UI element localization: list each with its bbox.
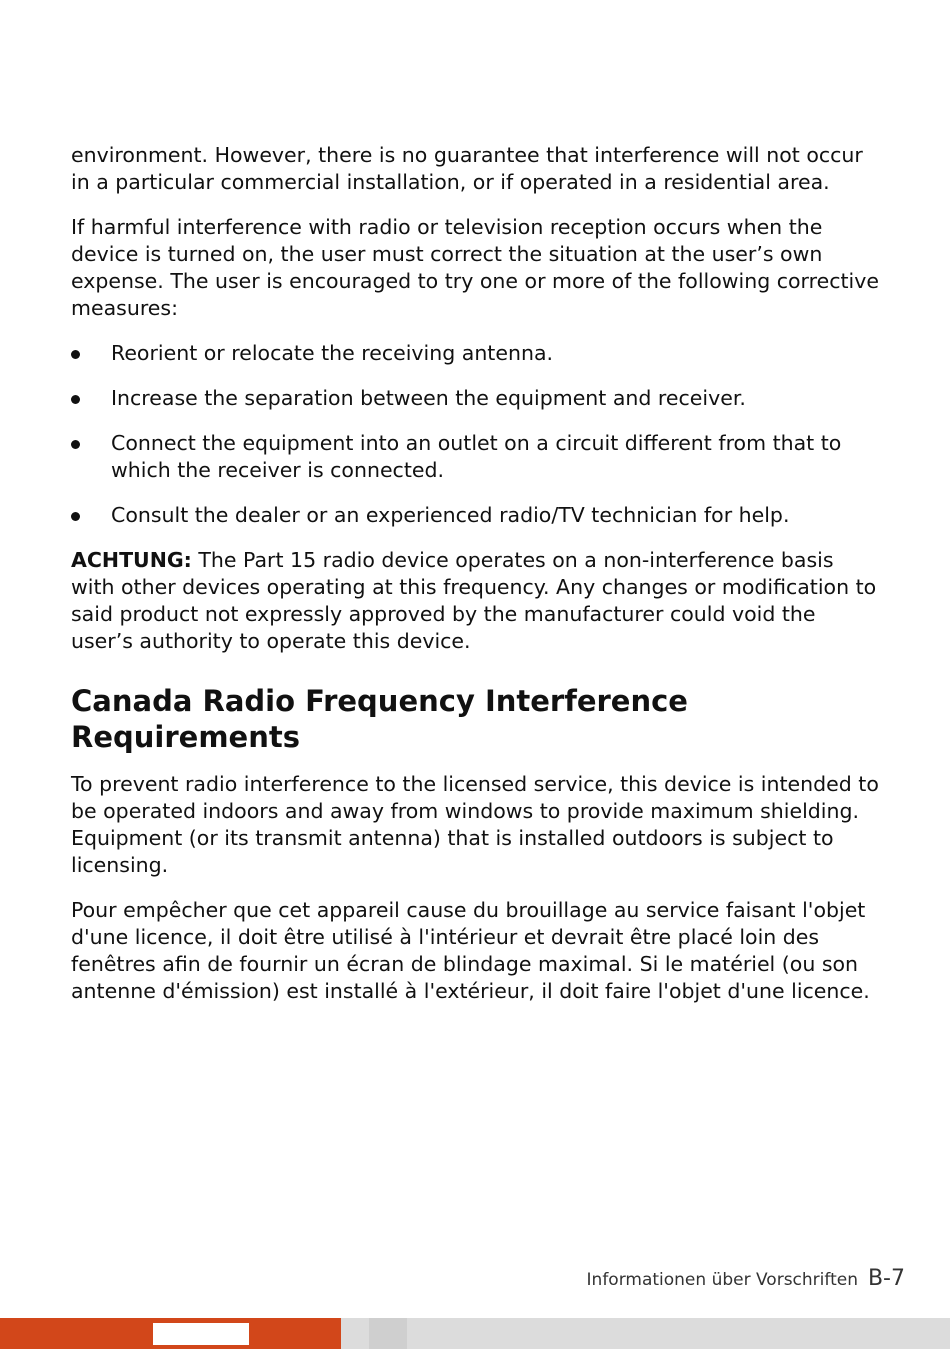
achtung-label: ACHTUNG: — [71, 548, 192, 572]
document-body — [71, 142, 883, 1023]
bullet-icon — [71, 512, 80, 521]
list-item — [71, 430, 883, 484]
list-item-text: Connect the equipment into an outlet on a circuit different from that to which the receiver is connected. — [111, 431, 842, 482]
list-item — [71, 340, 883, 367]
footer-section-title: Informationen über Vorschriften — [586, 1270, 858, 1290]
list-item — [71, 502, 883, 529]
achtung-text: The Part 15 radio device operates on a non-interference basis with other devices operating at this frequency. Any changes or modification to said product not expressly approved by the manufacturer could void the user’s authority to operate this device. — [71, 548, 877, 653]
bottom-color-bar — [0, 1318, 950, 1349]
bullet-icon — [71, 395, 80, 404]
bar-gray-segment — [369, 1318, 407, 1349]
bullet-icon — [71, 440, 80, 449]
achtung-paragraph — [71, 547, 883, 655]
paragraph-environment: environment. However, there is no guarantee that interference will not occur in a particular commercial installation, or if operated in a residential area. — [71, 143, 863, 194]
corrective-measures-list — [71, 340, 883, 529]
section-heading-canada: Canada Radio Frequency Interference Requirements — [71, 684, 688, 754]
list-item-text: Increase the separation between the equipment and receiver. — [111, 386, 746, 410]
paragraph-harmful-interference: If harmful interference with radio or television reception occurs when the device is turned on, the user must correct the situation at the user’s own expense. The user is encouraged to try one or more of the following corrective measures: — [71, 215, 879, 320]
list-item-text: Reorient or relocate the receiving antenna. — [111, 341, 554, 365]
list-item-text: Consult the dealer or an experienced radio/TV technician for help. — [111, 503, 790, 527]
paragraph-canada-french: Pour empêcher que cet appareil cause du brouillage au service faisant l'objet d'une licence, il doit être utilisé à l'intérieur et devrait être placé loin des fenêtres afin de fournir un écran de blindage maximal. Si le matériel (ou son antenne d'émission) est installé à l'extérieur, il doit faire l'objet d'une licence. — [71, 898, 870, 1003]
paragraph-canada-english: To prevent radio interference to the licensed service, this device is intended to be operated indoors and away from windows to provide maximum shielding. Equipment (or its transmit antenna) that is installed outdoors is subject to licensing. — [71, 772, 879, 877]
bullet-icon — [71, 350, 80, 359]
bar-white-tab — [153, 1323, 249, 1345]
page-footer — [587, 1266, 905, 1291]
list-item — [71, 385, 883, 412]
page-number: B-7 — [867, 1266, 905, 1291]
